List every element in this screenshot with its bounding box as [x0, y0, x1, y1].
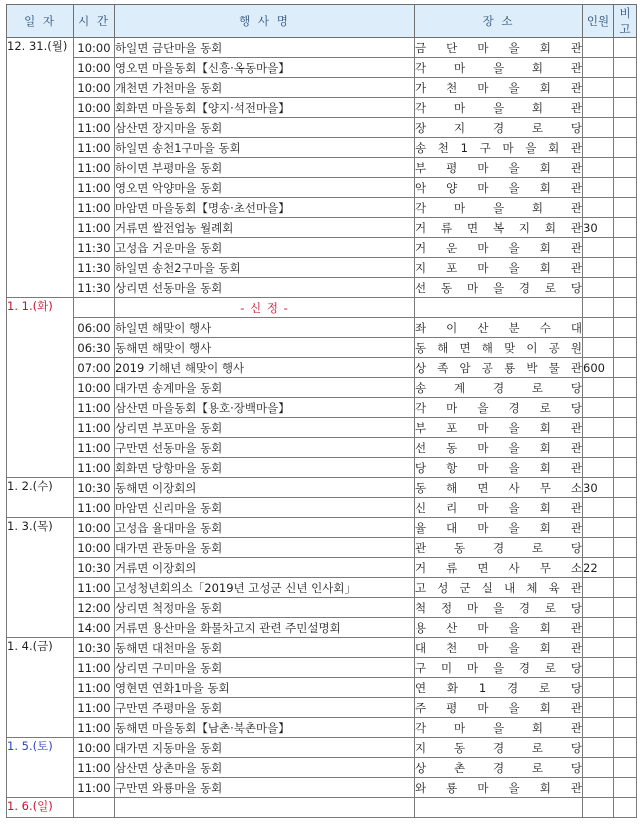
table-row	[7, 558, 637, 578]
place-text: 고 성 군 실 내 체 육 관	[415, 580, 582, 595]
event-cell: 회화면 당항마을 동회	[115, 458, 415, 478]
place-cell	[415, 558, 583, 578]
time-cell: 11:00	[74, 138, 115, 158]
time-cell: 11:00	[74, 198, 115, 218]
place-text: 상 족 암 공 룡 박 물 관	[415, 360, 582, 375]
table-row	[7, 258, 637, 278]
time-cell: 10:30	[74, 558, 115, 578]
date-cell: 1. 3.(목)	[7, 518, 74, 638]
place-text: 각 마 을 경 로 당	[415, 400, 582, 415]
time-cell: 11:00	[74, 158, 115, 178]
time-cell: 11:00	[74, 458, 115, 478]
count-cell	[583, 778, 614, 798]
table-row	[7, 638, 637, 658]
count-cell	[583, 498, 614, 518]
time-cell: 11:00	[74, 418, 115, 438]
note-cell	[614, 338, 637, 358]
schedule-table	[6, 4, 637, 818]
date-cell: 1. 2.(수)	[7, 478, 74, 518]
place-cell	[415, 118, 583, 138]
note-cell	[614, 558, 637, 578]
table-row	[7, 738, 637, 758]
count-cell	[583, 158, 614, 178]
note-cell	[614, 498, 637, 518]
place-cell	[415, 198, 583, 218]
count-cell	[583, 518, 614, 538]
event-cell: 거류면 쌀전업농 월례회	[115, 218, 415, 238]
note-cell	[614, 278, 637, 298]
event-cell: 고성읍 율대마을 동회	[115, 518, 415, 538]
table-row	[7, 318, 637, 338]
place-text: 거 류 면 복 지 회 관	[415, 220, 582, 235]
table-row	[7, 118, 637, 138]
table-row	[7, 98, 637, 118]
count-cell	[583, 78, 614, 98]
count-cell	[583, 118, 614, 138]
note-cell	[614, 738, 637, 758]
time-cell: 11:00	[74, 758, 115, 778]
note-cell	[614, 318, 637, 338]
header-note: 비고	[614, 5, 637, 38]
time-cell: 11:30	[74, 258, 115, 278]
place-cell	[415, 498, 583, 518]
time-cell: 10:30	[74, 638, 115, 658]
count-cell	[583, 38, 614, 58]
count-cell	[583, 198, 614, 218]
time-cell: 07:00	[74, 358, 115, 378]
note-cell	[614, 438, 637, 458]
event-cell: 거류면 이장회의	[115, 558, 415, 578]
table-row	[7, 138, 637, 158]
place-text: 거 류 면 사 무 소	[415, 560, 582, 575]
count-cell	[583, 278, 614, 298]
count-cell	[583, 718, 614, 738]
place-text: 선 동 마 을 회 관	[415, 440, 582, 455]
header-date: 일 자	[7, 5, 74, 38]
date-cell: 1. 5.(토)	[7, 738, 74, 798]
place-text: 동 해 면 해 맞 이 공 원	[415, 340, 582, 355]
place-cell	[415, 298, 583, 318]
note-cell	[614, 38, 637, 58]
place-cell	[415, 758, 583, 778]
event-cell: 상리면 부포마을 동회	[115, 418, 415, 438]
count-cell	[583, 458, 614, 478]
time-cell	[74, 798, 115, 818]
event-cell: 상리면 선동마을 동회	[115, 278, 415, 298]
place-cell	[415, 718, 583, 738]
table-row	[7, 278, 637, 298]
count-cell	[583, 658, 614, 678]
time-cell: 06:00	[74, 318, 115, 338]
count-cell: 30	[583, 478, 614, 498]
note-cell	[614, 638, 637, 658]
place-text: 신 리 마 을 회 관	[415, 500, 582, 515]
count-cell	[583, 378, 614, 398]
table-row	[7, 38, 637, 58]
time-cell: 10:00	[74, 38, 115, 58]
place-cell	[415, 38, 583, 58]
place-text: 좌 이 산 분 수 대	[415, 320, 582, 335]
time-cell: 14:00	[74, 618, 115, 638]
event-cell: 하일면 송천2구마을 동회	[115, 258, 415, 278]
event-cell: 마암면 신리마을 동회	[115, 498, 415, 518]
event-cell: 영현면 연화1마을 동회	[115, 678, 415, 698]
place-text: 송 천 1 구 마 을 회 관	[415, 140, 582, 155]
header-count: 인원	[583, 5, 614, 38]
count-cell	[583, 258, 614, 278]
place-cell	[415, 578, 583, 598]
event-cell: 동해면 대천마을 동회	[115, 638, 415, 658]
note-cell	[614, 798, 637, 818]
table-row	[7, 798, 637, 818]
place-text: 용 산 마 을 회 관	[415, 620, 582, 635]
event-cell: 대가면 지동마을 동회	[115, 738, 415, 758]
header-row	[7, 5, 637, 38]
note-cell	[614, 378, 637, 398]
date-cell: 12. 31.(월)	[7, 38, 74, 298]
place-cell	[415, 418, 583, 438]
count-cell	[583, 798, 614, 818]
event-cell: 영오면 마을동회【신흥·옥동마을】	[115, 58, 415, 78]
count-cell: 22	[583, 558, 614, 578]
note-cell	[614, 478, 637, 498]
place-cell	[415, 78, 583, 98]
table-row	[7, 58, 637, 78]
place-cell	[415, 698, 583, 718]
date-cell: 1. 6.(일)	[7, 798, 74, 818]
time-cell: 10:00	[74, 738, 115, 758]
place-text: 부 포 마 을 회 관	[415, 420, 582, 435]
time-cell: 11:00	[74, 698, 115, 718]
place-cell	[415, 178, 583, 198]
event-cell: 하일면 송천1구마을 동회	[115, 138, 415, 158]
note-cell	[614, 198, 637, 218]
table-row	[7, 698, 637, 718]
place-text: 지 포 마 을 회 관	[415, 260, 582, 275]
count-cell	[583, 98, 614, 118]
place-cell	[415, 598, 583, 618]
event-cell: 동해면 마을동회【남촌·북촌마을】	[115, 718, 415, 738]
place-text: 각 마 을 회 관	[415, 200, 582, 215]
place-cell	[415, 538, 583, 558]
time-cell: 10:00	[74, 78, 115, 98]
event-cell: 동해면 해맞이 행사	[115, 338, 415, 358]
table-row	[7, 298, 637, 318]
place-text: 거 운 마 을 회 관	[415, 240, 582, 255]
note-cell	[614, 158, 637, 178]
place-cell	[415, 778, 583, 798]
place-text: 상 촌 경 로 당	[415, 760, 582, 775]
event-cell: 하이면 부평마을 동회	[115, 158, 415, 178]
note-cell	[614, 298, 637, 318]
place-text: 장 지 경 로 당	[415, 120, 582, 135]
count-cell	[583, 318, 614, 338]
place-cell	[415, 458, 583, 478]
note-cell	[614, 358, 637, 378]
event-cell: 하일면 금단마을 동회	[115, 38, 415, 58]
note-cell	[614, 598, 637, 618]
event-cell: 대가면 관동마을 동회	[115, 538, 415, 558]
event-cell: 회화면 마을동회【양지·석전마을】	[115, 98, 415, 118]
note-cell	[614, 78, 637, 98]
table-row	[7, 338, 637, 358]
note-cell	[614, 118, 637, 138]
count-cell	[583, 298, 614, 318]
place-cell	[415, 618, 583, 638]
note-cell	[614, 58, 637, 78]
time-cell: 11:30	[74, 238, 115, 258]
place-cell	[415, 218, 583, 238]
place-text: 척 정 마 을 경 로 당	[415, 600, 582, 615]
count-cell: 30	[583, 218, 614, 238]
note-cell	[614, 618, 637, 638]
table-row	[7, 758, 637, 778]
note-cell	[614, 718, 637, 738]
place-cell	[415, 638, 583, 658]
schedule-body	[7, 38, 637, 818]
place-cell	[415, 738, 583, 758]
event-cell: 2019 기해년 해맞이 행사	[115, 358, 415, 378]
count-cell	[583, 58, 614, 78]
place-text: 악 양 마 을 회 관	[415, 180, 582, 195]
table-row	[7, 438, 637, 458]
place-text: 대 천 마 을 회 관	[415, 640, 582, 655]
table-row	[7, 378, 637, 398]
event-cell: 동해면 이장회의	[115, 478, 415, 498]
table-row	[7, 358, 637, 378]
table-row	[7, 658, 637, 678]
place-text: 송 계 경 로 당	[415, 380, 582, 395]
note-cell	[614, 418, 637, 438]
note-cell	[614, 698, 637, 718]
table-row	[7, 178, 637, 198]
place-cell	[415, 338, 583, 358]
place-text: 구 미 마 을 경 로 당	[415, 660, 582, 675]
table-row	[7, 398, 637, 418]
place-cell	[415, 318, 583, 338]
place-text: 당 항 마 을 회 관	[415, 460, 582, 475]
time-cell: 12:00	[74, 598, 115, 618]
date-cell: 1. 4.(금)	[7, 638, 74, 738]
header-event: 행 사 명	[115, 5, 415, 38]
place-cell	[415, 438, 583, 458]
place-cell	[415, 238, 583, 258]
event-cell	[115, 798, 415, 818]
event-cell: 하일면 해맞이 행사	[115, 318, 415, 338]
time-cell: 10:00	[74, 518, 115, 538]
date-cell: 1. 1.(화)	[7, 298, 74, 478]
count-cell	[583, 758, 614, 778]
table-row	[7, 198, 637, 218]
count-cell	[583, 238, 614, 258]
time-cell: 11:00	[74, 218, 115, 238]
table-row	[7, 778, 637, 798]
note-cell	[614, 178, 637, 198]
header-time: 시 간	[74, 5, 115, 38]
event-cell: 삼산면 마을동회【용호·장백마을】	[115, 398, 415, 418]
note-cell	[614, 218, 637, 238]
place-text: 가 천 마 을 회 관	[415, 80, 582, 95]
event-cell: 구만면 와룡마을 동회	[115, 778, 415, 798]
time-cell: 11:00	[74, 178, 115, 198]
table-row	[7, 618, 637, 638]
event-cell: 영오면 악양마을 동회	[115, 178, 415, 198]
count-cell	[583, 698, 614, 718]
note-cell	[614, 578, 637, 598]
note-cell	[614, 538, 637, 558]
note-cell	[614, 458, 637, 478]
time-cell: 06:30	[74, 338, 115, 358]
place-text: 금 단 마 을 회 관	[415, 40, 582, 55]
note-cell	[614, 258, 637, 278]
event-cell: 상리면 구미마을 동회	[115, 658, 415, 678]
header-place: 장 소	[415, 5, 583, 38]
table-row	[7, 498, 637, 518]
note-cell	[614, 138, 637, 158]
time-cell: 11:00	[74, 778, 115, 798]
table-row	[7, 678, 637, 698]
place-cell	[415, 358, 583, 378]
event-cell: 개천면 가천마을 동회	[115, 78, 415, 98]
time-cell: 11:00	[74, 398, 115, 418]
note-cell	[614, 678, 637, 698]
count-cell	[583, 678, 614, 698]
table-row	[7, 538, 637, 558]
table-row	[7, 458, 637, 478]
place-cell	[415, 58, 583, 78]
count-cell	[583, 598, 614, 618]
place-cell	[415, 798, 583, 818]
time-cell: 10:00	[74, 98, 115, 118]
time-cell: 10:00	[74, 58, 115, 78]
place-text: 각 마 을 회 관	[415, 60, 582, 75]
note-cell	[614, 398, 637, 418]
place-text: 각 마 을 회 관	[415, 100, 582, 115]
note-cell	[614, 98, 637, 118]
event-cell: 구만면 주평마을 동회	[115, 698, 415, 718]
table-row	[7, 478, 637, 498]
count-cell	[583, 738, 614, 758]
note-cell	[614, 778, 637, 798]
count-cell: 600	[583, 358, 614, 378]
event-cell: 대가면 송계마을 동회	[115, 378, 415, 398]
time-cell: 10:00	[74, 538, 115, 558]
place-text: 지 동 경 로 당	[415, 740, 582, 755]
count-cell	[583, 538, 614, 558]
count-cell	[583, 638, 614, 658]
count-cell	[583, 578, 614, 598]
place-cell	[415, 278, 583, 298]
place-text: 각 마 을 회 관	[415, 720, 582, 735]
time-cell: 11:00	[74, 578, 115, 598]
place-text: 와 룡 마 을 회 관	[415, 780, 582, 795]
count-cell	[583, 338, 614, 358]
table-row	[7, 718, 637, 738]
place-text: 관 동 경 로 당	[415, 540, 582, 555]
time-cell: 10:00	[74, 378, 115, 398]
count-cell	[583, 178, 614, 198]
place-text: 율 대 마 을 회 관	[415, 520, 582, 535]
time-cell: 11:30	[74, 278, 115, 298]
time-cell: 10:30	[74, 478, 115, 498]
count-cell	[583, 618, 614, 638]
place-text: 선 동 마 을 경 로 당	[415, 280, 582, 295]
event-cell: 고성청년회의소「2019년 고성군 신년 인사회」	[115, 578, 415, 598]
time-cell: 11:00	[74, 678, 115, 698]
note-cell	[614, 758, 637, 778]
event-cell: 거류면 용산마을 화물차고지 관련 주민설명회	[115, 618, 415, 638]
event-cell: 삼산면 장지마을 동회	[115, 118, 415, 138]
table-row	[7, 418, 637, 438]
table-row	[7, 238, 637, 258]
event-cell: 고성읍 거운마을 동회	[115, 238, 415, 258]
table-row	[7, 78, 637, 98]
table-row	[7, 158, 637, 178]
event-cell: 삼산면 상촌마을 동회	[115, 758, 415, 778]
place-cell	[415, 518, 583, 538]
table-row	[7, 518, 637, 538]
note-cell	[614, 658, 637, 678]
place-cell	[415, 158, 583, 178]
place-cell	[415, 658, 583, 678]
place-cell	[415, 98, 583, 118]
time-cell: 11:00	[74, 118, 115, 138]
event-cell: 구만면 선동마을 동회	[115, 438, 415, 458]
time-cell: 11:00	[74, 718, 115, 738]
place-text: 주 평 마 을 회 관	[415, 700, 582, 715]
time-cell: 11:00	[74, 658, 115, 678]
place-cell	[415, 258, 583, 278]
count-cell	[583, 418, 614, 438]
place-cell	[415, 678, 583, 698]
count-cell	[583, 438, 614, 458]
table-row	[7, 218, 637, 238]
note-cell	[614, 238, 637, 258]
schedule-container	[6, 4, 636, 818]
holiday-banner: - 신 정 -	[115, 298, 415, 318]
time-cell	[74, 298, 115, 318]
place-cell	[415, 478, 583, 498]
count-cell	[583, 138, 614, 158]
place-text: 동 해 면 사 무 소	[415, 480, 582, 495]
event-cell: 마암면 마을동회【명송·초선마을】	[115, 198, 415, 218]
place-text: 연 화 1 경 로 당	[415, 680, 582, 695]
table-row	[7, 598, 637, 618]
note-cell	[614, 518, 637, 538]
time-cell: 11:00	[74, 498, 115, 518]
place-cell	[415, 378, 583, 398]
place-text: 부 평 마 을 회 관	[415, 160, 582, 175]
time-cell: 11:00	[74, 438, 115, 458]
place-cell	[415, 398, 583, 418]
table-row	[7, 578, 637, 598]
place-cell	[415, 138, 583, 158]
event-cell: 상리면 척정마을 동회	[115, 598, 415, 618]
count-cell	[583, 398, 614, 418]
